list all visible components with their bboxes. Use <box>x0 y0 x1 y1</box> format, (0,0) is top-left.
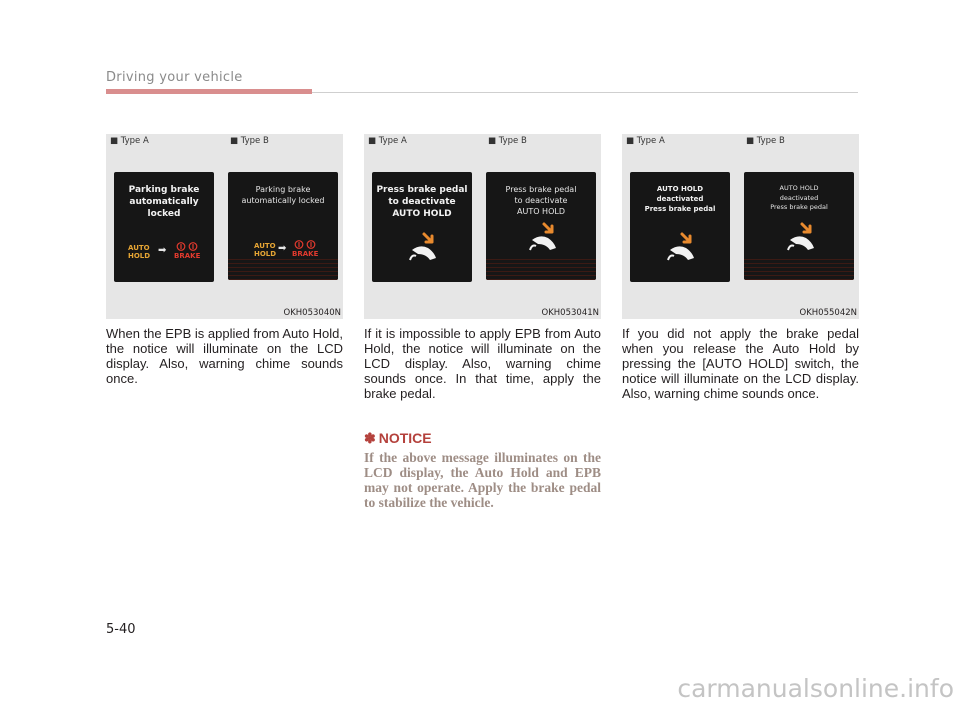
paragraph-epb-impossible: If it is impossible to apply EPB from Auto Hold, the notice will illuminate on the LCD display. Also, warning chime sounds once. In that time, apply the brake pedal. <box>364 326 601 401</box>
arrow-right-icon: ➡ <box>278 243 287 254</box>
auto-hold-indicator: AUTO HOLD <box>128 244 151 260</box>
type-b-label: ■ Type B <box>488 136 527 146</box>
type-a-label: ■ Type A <box>626 136 665 146</box>
lcd-message: Press brake pedal to deactivate AUTO HOLD <box>376 185 468 219</box>
type-b-label: ■ Type B <box>746 136 785 146</box>
lcd-screen-type-a <box>630 172 730 282</box>
arrow-right-icon: ➡ <box>158 245 167 256</box>
brake-pedal-icon <box>664 230 700 266</box>
type-a-label: ■ Type A <box>110 136 149 146</box>
figure-auto-hold-deactivated <box>622 134 859 319</box>
lcd-screen-type-b <box>228 172 338 280</box>
lcd-screen-type-a <box>114 172 214 282</box>
lcd-message: Press brake pedal to deactivate AUTO HOLD <box>505 185 577 216</box>
lcd-message: Parking brake automatically locked <box>241 185 325 205</box>
header-rule <box>312 92 858 93</box>
figure-code: OKH055042N <box>799 308 857 318</box>
paragraph-auto-hold-release: If you did not apply the brake pedal when you release the Auto Hold by pressing the [AUTO HOLD] switch, the notice will illuminate on the LCD display. Also, warning chime sounds once. <box>622 326 859 401</box>
notice-heading <box>364 430 432 447</box>
notice-text: If the above message illuminates on the LCD display, the Auto Hold and EPB may not operate. Apply the brake pedal to stabilize the vehicle. <box>364 450 601 510</box>
section-title: Driving your vehicle <box>106 70 243 85</box>
brake-indicator <box>174 242 200 260</box>
header-accent-bar <box>106 89 312 94</box>
lcd-screen-type-b <box>486 172 596 280</box>
brake-pedal-icon <box>784 220 820 256</box>
auto-hold-indicator: AUTO HOLD <box>254 242 277 258</box>
figure-epb-locked <box>106 134 343 319</box>
type-b-label: ■ Type B <box>230 136 269 146</box>
paragraph-epb-applied: When the EPB is applied from Auto Hold, the notice will illuminate on the LCD display. Also, warning chime sounds once. <box>106 326 344 386</box>
figure-press-brake-deactivate <box>364 134 601 319</box>
notice-title: NOTICE <box>378 430 432 446</box>
lcd-screen-type-b <box>744 172 854 280</box>
lcd-screen-type-a <box>372 172 472 282</box>
type-a-label: ■ Type A <box>368 136 407 146</box>
page-number: 5-40 <box>106 622 136 637</box>
figure-code: OKH053040N <box>283 308 341 318</box>
lcd-message: Parking brake automatically locked <box>128 185 200 219</box>
parking-brake-lamp-icon <box>174 242 200 251</box>
brake-pedal-icon <box>526 220 562 256</box>
brake-label: BRAKE <box>174 252 201 260</box>
brake-label: BRAKE <box>292 250 319 258</box>
brake-pedal-icon <box>406 230 442 266</box>
parking-brake-lamp-icon <box>292 240 318 249</box>
watermark: carmanualsonline.info <box>677 674 954 703</box>
figure-code: OKH053041N <box>541 308 599 318</box>
lcd-message: AUTO HOLD deactivated Press brake pedal <box>644 185 716 213</box>
lcd-message: AUTO HOLD deactivated Press brake pedal <box>770 184 828 211</box>
brake-indicator <box>292 240 318 258</box>
notice-asterisk-icon: ✽ <box>364 430 376 446</box>
